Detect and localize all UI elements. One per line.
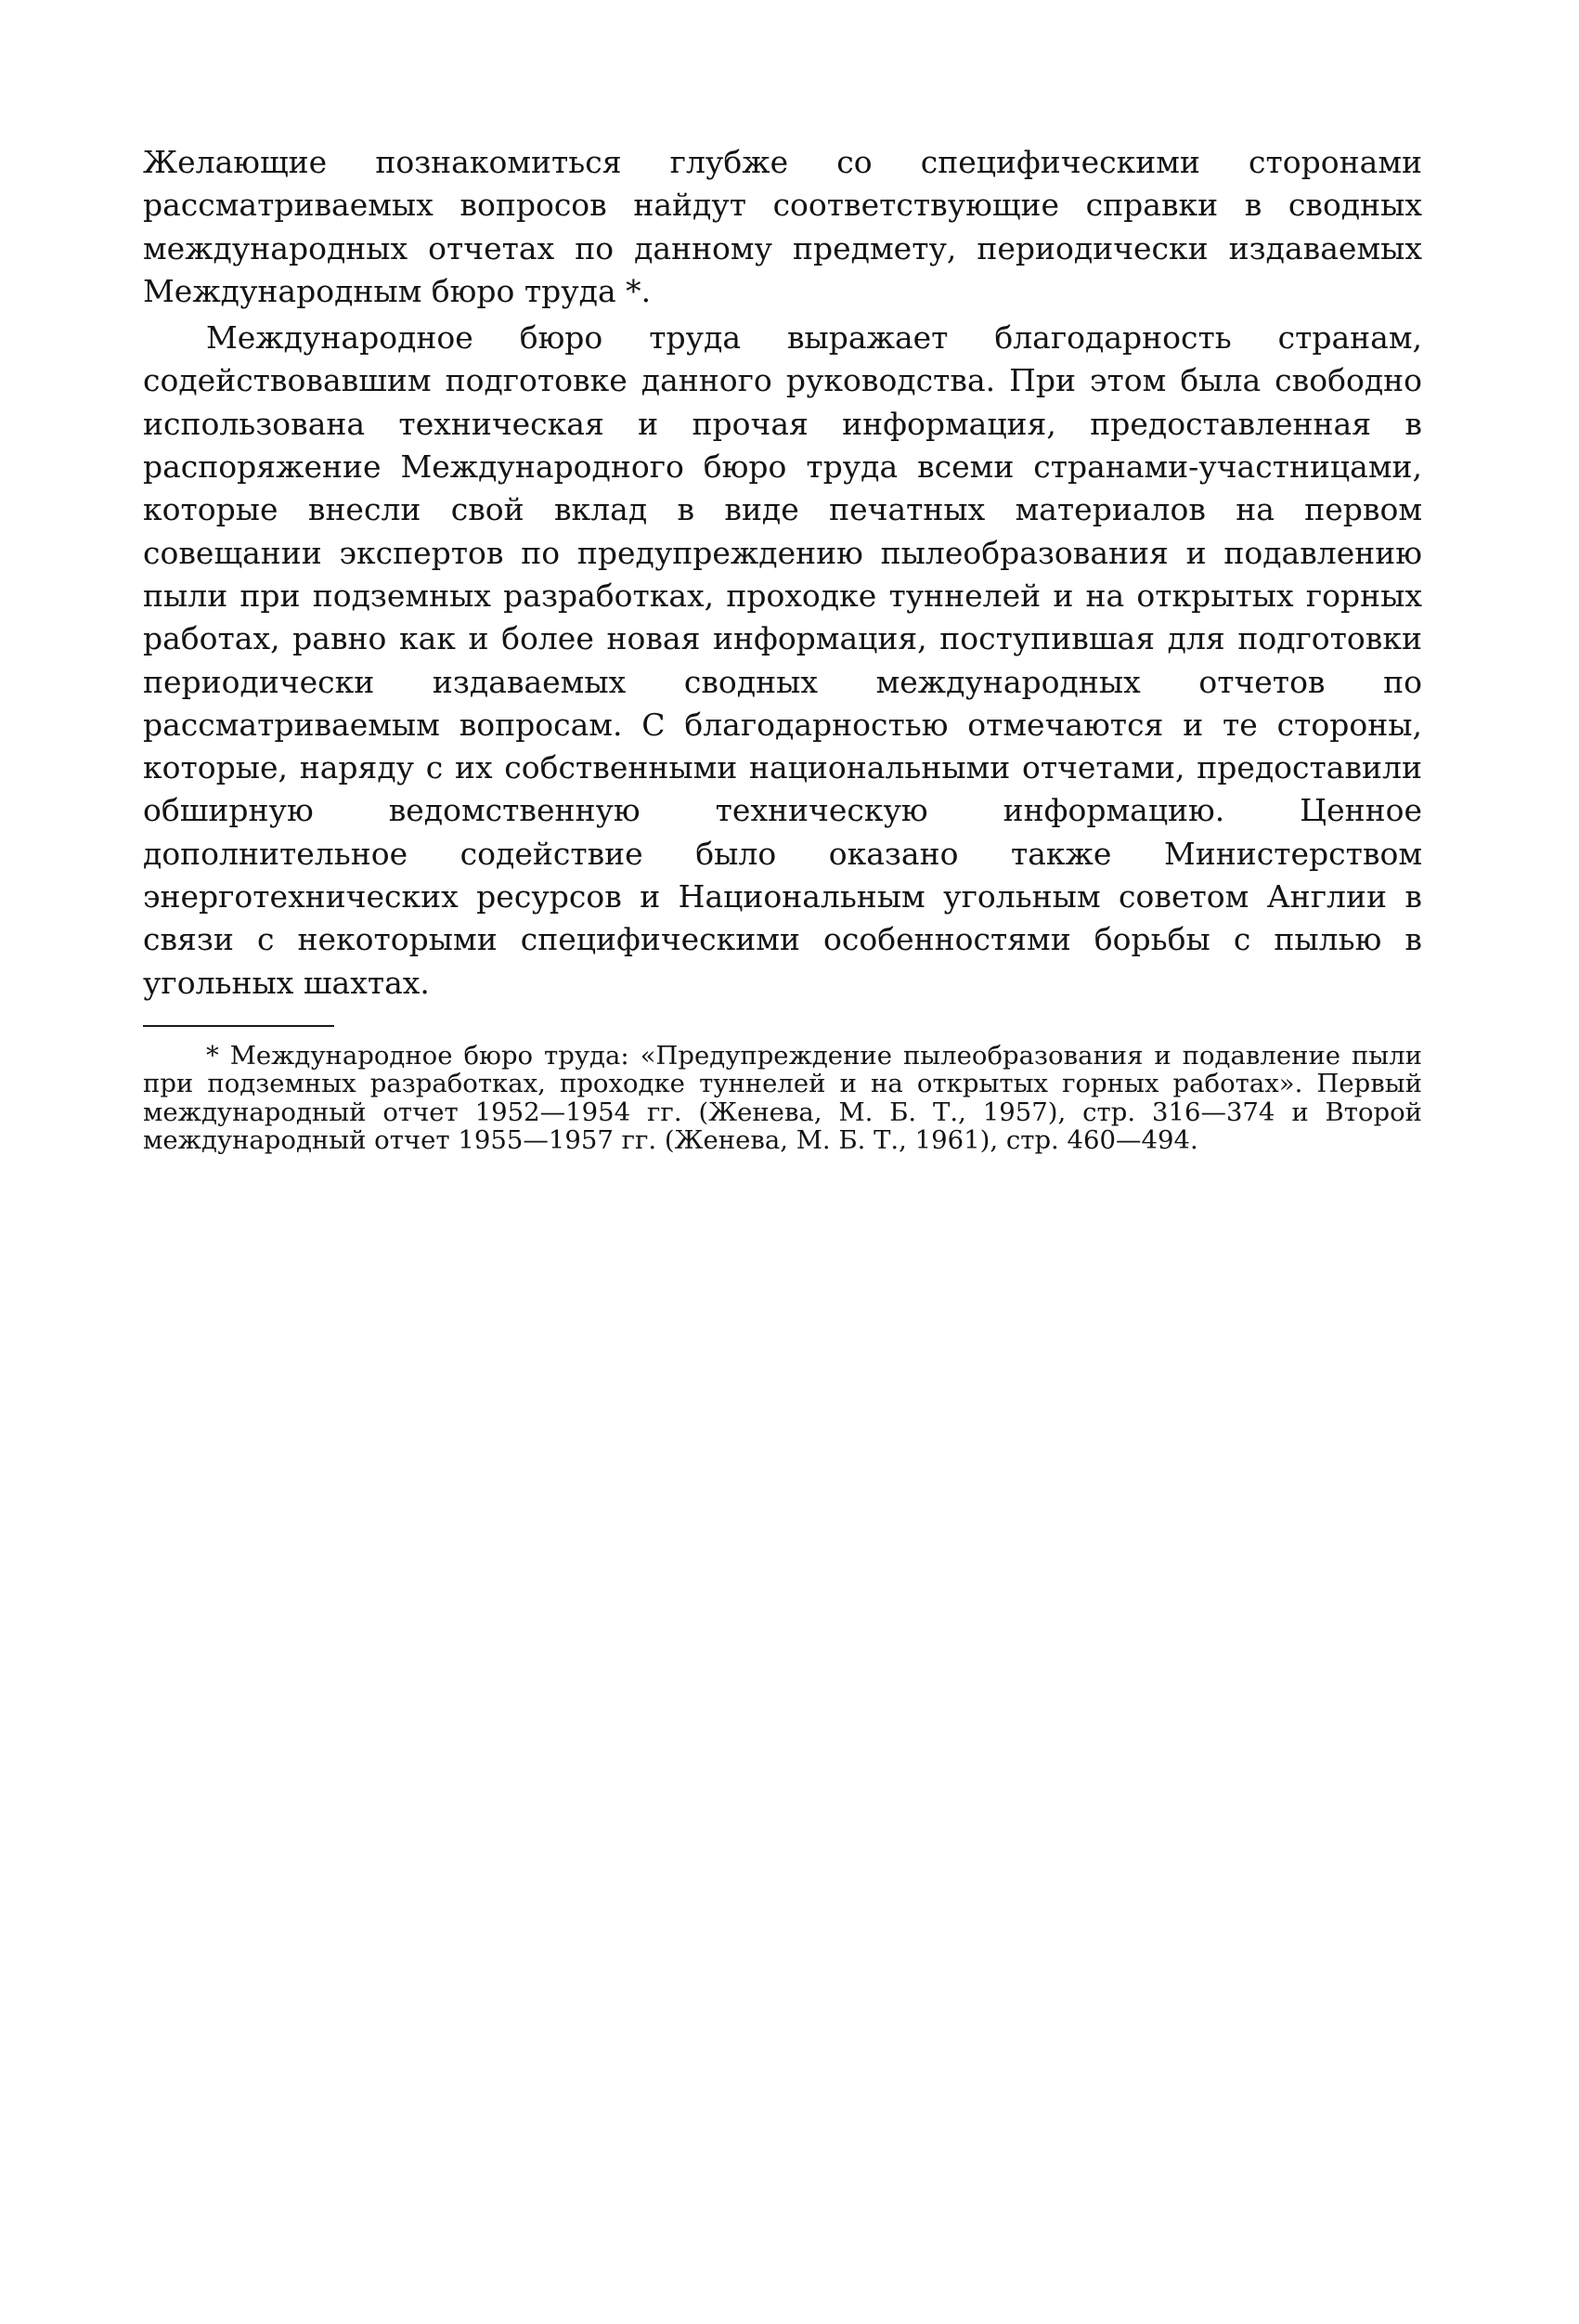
footnote-divider xyxy=(143,1025,334,1027)
footnote: * Международное бюро труда: «Предупреждение пылеобразования и подавление пыли при подземных разработках, проходке туннелей и на открытых горных работах». Первый международный отчет 1952—1954 гг. (Женева, М. Б. Т., 1957), стр. 316—374 и Второй международный отчет 1955—1957 гг. (Женева, М. Б. Т., 1961), стр. 460—494. xyxy=(143,1040,1422,1156)
page-body xyxy=(143,141,1422,1155)
paragraph-intro: Желающие познакомиться глубже со специфическими сторонами рассматриваемых вопросов найдут соответствующие справки в сводных международных отчетах по данному предмету, периодически издаваемых Международным бюро труда *. xyxy=(143,144,1422,309)
paragraph-acknowledgements: Международное бюро труда выражает благодарность странам, содействовавшим подготовке данного руководства. При этом была свободно использована техническая и прочая информация, предоставленная в распоряжение Международного бюро труда всеми странами-участницами, которые внесли свой вклад в виде печатных материалов на первом совещании экспертов по предупреждению пылеобразования и подавлению пыли при подземных разработках, проходке туннелей и на открытых горных работах, равно как и более новая информация, поступившая для подготовки периодически издаваемых сводных международных отчетов по рассматриваемым вопросам. С благодарностью отмечаются и те стороны, которые, наряду с их собственными национальными отчетами, предоставили обширную ведомственную техническую информацию. Ценное дополнительное содействие было оказано также Министерством энерготехнических ресурсов и Национальным угольным советом Англии в связи с некоторыми специфическими особенностями борьбы с пылью в угольных шахтах. xyxy=(143,319,1422,1001)
